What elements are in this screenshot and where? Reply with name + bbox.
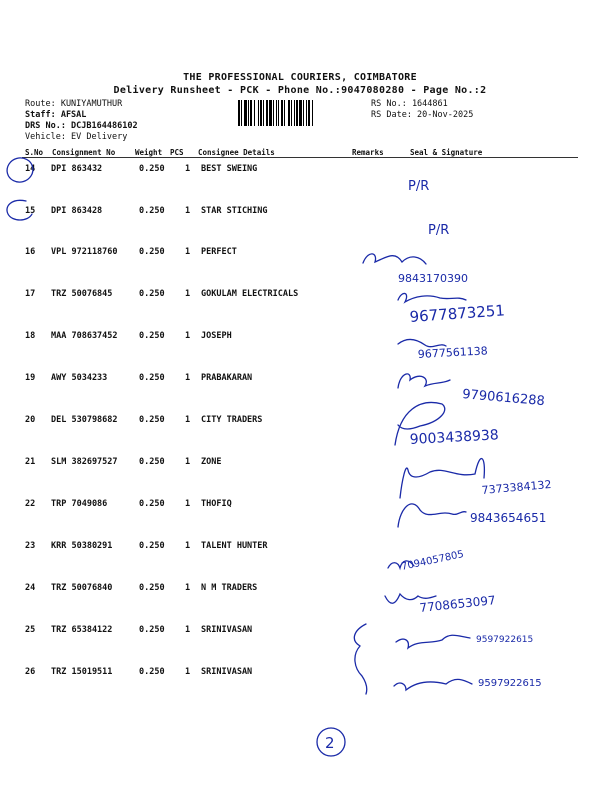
barcode-bar xyxy=(276,100,277,126)
row-consignee: SRINIVASAN xyxy=(201,667,253,677)
row-consignee: TALENT HUNTER xyxy=(201,541,268,551)
table-row xyxy=(0,415,600,455)
row-sno: 23 xyxy=(25,541,36,551)
row-pcs: 1 xyxy=(185,667,191,677)
barcode-bar xyxy=(269,100,272,126)
runsheet-meta-left xyxy=(25,99,138,143)
col-header-remarks: Remarks xyxy=(352,148,384,157)
page-number-circle xyxy=(317,728,345,756)
row-consignment: DPI 863432 xyxy=(51,164,103,174)
table-row xyxy=(0,541,600,581)
table-row xyxy=(0,206,600,246)
phone-row22: 9843654651 xyxy=(470,511,547,525)
table-row xyxy=(0,457,600,497)
phone-row16: 9843170390 xyxy=(398,272,468,285)
col-header-consignment: Consignment No xyxy=(52,148,116,157)
drs-number: DRS No.: DCJB164486102 xyxy=(25,121,138,131)
row-weight: 0.250 xyxy=(139,206,165,216)
row-consignment: TRZ 50076840 xyxy=(51,583,113,593)
barcode-bar xyxy=(294,100,295,126)
barcode-bar xyxy=(273,100,274,126)
row-pcs: 1 xyxy=(185,457,191,467)
row-consignee: THOFIQ xyxy=(201,499,232,509)
table-row xyxy=(0,625,600,665)
route-text: Route: KUNIYAMUTHUR xyxy=(25,99,123,109)
row-sno: 17 xyxy=(25,289,36,299)
row-sno: 22 xyxy=(25,499,36,509)
col-header-seal-signature: Seal & Signature xyxy=(410,148,483,157)
barcode-bar xyxy=(244,100,247,126)
row-pcs: 1 xyxy=(185,331,191,341)
row-consignee: N M TRADERS xyxy=(201,583,258,593)
table-row xyxy=(0,289,600,329)
phone-row17: 9677873251 xyxy=(409,301,506,326)
col-header-weight: Weight xyxy=(135,148,163,157)
row-consignment: AWY 5034233 xyxy=(51,373,108,383)
row-consignee: STAR STICHING xyxy=(201,206,268,216)
row-weight: 0.250 xyxy=(139,541,165,551)
row-sno: 26 xyxy=(25,667,36,677)
phone-row24: 7708653097 xyxy=(418,593,497,615)
row-weight: 0.250 xyxy=(139,499,165,509)
row-consignment: DEL 530798682 xyxy=(51,415,118,425)
row-sno: 15 xyxy=(25,206,36,216)
row-weight: 0.250 xyxy=(139,457,165,467)
barcode-bar xyxy=(284,100,285,126)
barcode-bar xyxy=(288,100,290,126)
row-consignment: VPL 972118760 xyxy=(51,247,118,257)
table-row xyxy=(0,247,600,287)
staff-text: Staff: AFSAL xyxy=(25,110,87,120)
row-consignment: TRZ 50076845 xyxy=(51,289,113,299)
barcode-bar xyxy=(250,100,252,126)
barcode-bar xyxy=(254,100,255,126)
phone-row23: 7094057805 xyxy=(400,548,465,573)
pr-mark-1: P/R xyxy=(408,179,430,194)
row-pcs: 1 xyxy=(185,164,191,174)
barcode-bar xyxy=(260,100,262,126)
row-consignee: JOSEPH xyxy=(201,331,232,341)
barcode-bar xyxy=(266,100,268,126)
phone-row21: 7373384132 xyxy=(481,477,552,497)
row-pcs: 1 xyxy=(185,415,191,425)
phone-row18: 9677561138 xyxy=(417,344,489,361)
row-weight: 0.250 xyxy=(139,667,165,677)
row-consignment: MAA 708637452 xyxy=(51,331,118,341)
row-consignee: PERFECT xyxy=(201,247,237,257)
table-row xyxy=(0,667,600,707)
rs-number: RS No.: 1644861 xyxy=(371,99,448,109)
row-consignment: TRZ 65384122 xyxy=(51,625,113,635)
col-header-consignee: Consignee Details xyxy=(198,148,275,157)
barcode-bar xyxy=(296,100,298,126)
document-title: THE PROFESSIONAL COURIERS, COIMBATORE xyxy=(183,72,417,83)
barcode-bar xyxy=(238,100,240,126)
row-sno: 25 xyxy=(25,625,36,635)
runsheet-meta-right xyxy=(371,99,473,121)
row-weight: 0.250 xyxy=(139,373,165,383)
col-header-pcs: PCS xyxy=(170,148,184,157)
row-consignment: TRZ 15019511 xyxy=(51,667,113,677)
row-pcs: 1 xyxy=(185,625,191,635)
barcode-bar xyxy=(308,100,310,126)
row-weight: 0.250 xyxy=(139,331,165,341)
row-consignment: DPI 863428 xyxy=(51,206,103,216)
row-sno: 14 xyxy=(25,164,36,174)
row-weight: 0.250 xyxy=(139,247,165,257)
row-weight: 0.250 xyxy=(139,625,165,635)
row-consignee: CITY TRADERS xyxy=(201,415,263,425)
row-sno: 20 xyxy=(25,415,36,425)
page-number-mark: 2 xyxy=(325,734,335,752)
row-weight: 0.250 xyxy=(139,164,165,174)
barcode-bar xyxy=(278,100,279,126)
pr-mark-2: P/R xyxy=(428,223,450,238)
barcode xyxy=(237,100,367,126)
row-pcs: 1 xyxy=(185,373,191,383)
header-divider xyxy=(22,157,578,158)
phone-row19: 9790616288 xyxy=(461,387,546,410)
row-weight: 0.250 xyxy=(139,583,165,593)
barcode-bar xyxy=(312,100,313,126)
row-consignee: ZONE xyxy=(201,457,222,467)
table-row xyxy=(0,499,600,539)
barcode-bar xyxy=(281,100,283,126)
table-row xyxy=(0,583,600,623)
row-sno: 19 xyxy=(25,373,36,383)
phone-row20: 9003438938 xyxy=(409,427,500,448)
barcode-bar xyxy=(263,100,264,126)
row-consignee: PRABAKARAN xyxy=(201,373,253,383)
row-weight: 0.250 xyxy=(139,415,165,425)
row-sno: 24 xyxy=(25,583,36,593)
row-sno: 18 xyxy=(25,331,36,341)
barcode-bar xyxy=(306,100,307,126)
row-pcs: 1 xyxy=(185,247,191,257)
barcode-bar xyxy=(248,100,249,126)
barcode-bar xyxy=(299,100,302,126)
row-pcs: 1 xyxy=(185,541,191,551)
row-pcs: 1 xyxy=(185,499,191,509)
row-consignee: BEST SWEING xyxy=(201,164,258,174)
row-pcs: 1 xyxy=(185,206,191,216)
row-consignee: SRINIVASAN xyxy=(201,625,253,635)
table-row xyxy=(0,331,600,371)
row-weight: 0.250 xyxy=(139,289,165,299)
table-row xyxy=(0,164,600,204)
row-pcs: 1 xyxy=(185,289,191,299)
col-header-sno: S.No xyxy=(25,148,44,157)
table-row xyxy=(0,373,600,413)
row-pcs: 1 xyxy=(185,583,191,593)
barcode-bar xyxy=(303,100,304,126)
row-consignee: GOKULAM ELECTRICALS xyxy=(201,289,299,299)
row-sno: 21 xyxy=(25,457,36,467)
barcode-bar xyxy=(291,100,292,126)
phone-row26: 9597922615 xyxy=(478,678,542,689)
row-consignment: KRR 50380291 xyxy=(51,541,113,551)
vehicle-text: Vehicle: EV Delivery xyxy=(25,132,128,142)
row-consignment: TRP 7049086 xyxy=(51,499,108,509)
row-consignment: SLM 382697527 xyxy=(51,457,118,467)
document-subtitle: Delivery Runsheet - PCK - Phone No.:9047080280 - Page No.:2 xyxy=(113,85,487,96)
barcode-bar xyxy=(258,100,259,126)
barcode-bar xyxy=(241,100,242,126)
phone-row25: 9597922615 xyxy=(476,635,534,645)
rs-date: RS Date: 20-Nov-2025 xyxy=(371,110,474,120)
row-sno: 16 xyxy=(25,247,36,257)
